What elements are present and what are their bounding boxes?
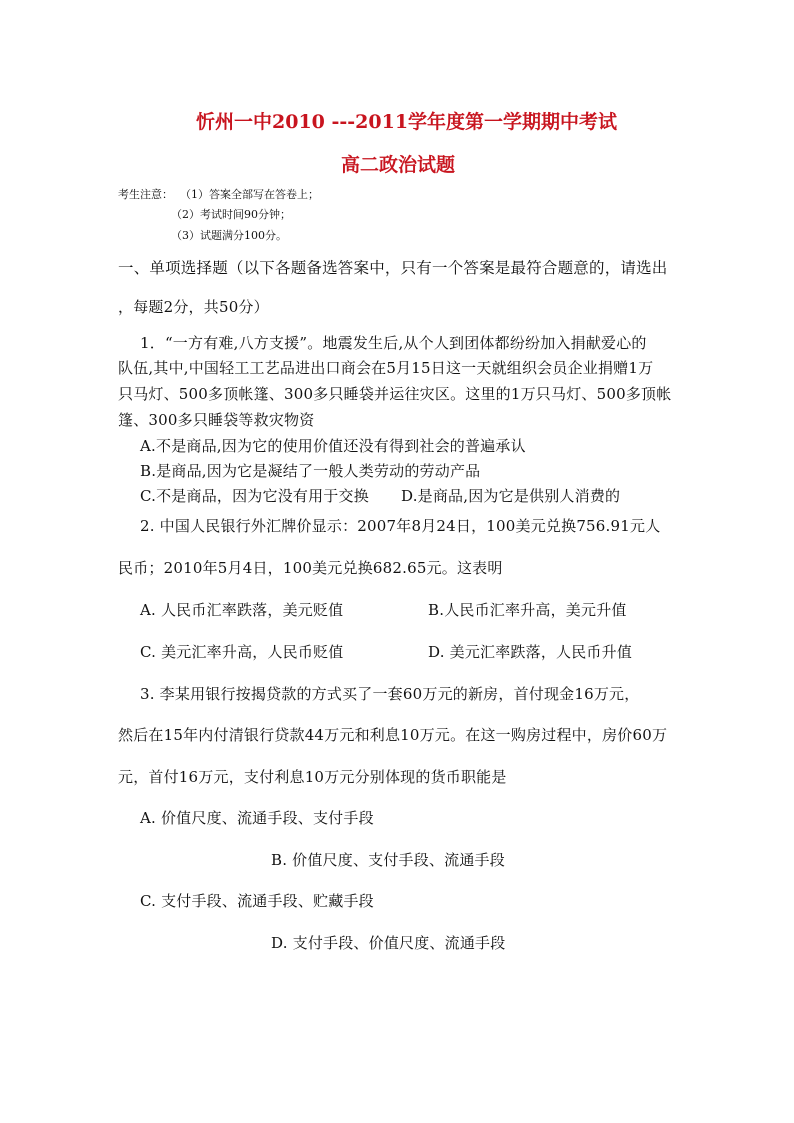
q1-stem-line4: 篷、300多只睡袋等救灾物资 (118, 411, 315, 429)
q3-option-b: B. 价值尺度、支付手段、流通手段 (271, 851, 505, 869)
note-item-2: （2）考试时间90分钟； (171, 208, 291, 221)
note-item-1: （1）答案全部写在答卷上； (180, 188, 319, 201)
q2-stem-line2: 民币；2010年5月4日，100美元兑换682.65元。这表明 (118, 559, 503, 577)
q3-stem-line1: 3. 李某用银行按揭贷款的方式买了一套60万元的新房，首付现金16万元， (140, 685, 640, 703)
section-heading-line2: ，每题2分，共50分） (118, 298, 269, 316)
q1-option-a: A.不是商品,因为它的使用价值还没有得到社会的普遍承认 (140, 437, 526, 455)
q3-option-c: C. 支付手段、流通手段、贮藏手段 (140, 892, 374, 910)
notes-label: 考生注意： (118, 188, 173, 201)
q1-option-b: B.是商品,因为它是凝结了一般人类劳动的劳动产品 (140, 462, 481, 480)
q1-option-c: C.不是商品，因为它没有用于交换 (140, 487, 369, 505)
q2-option-d: D. 美元汇率跌落，人民币升值 (428, 643, 633, 661)
q3-option-d: D. 支付手段、价值尺度、流通手段 (271, 934, 506, 952)
note-item-3: （3）试题满分100分。 (171, 229, 287, 242)
section-heading-line1: 一、单项选择题（以下各题备选答案中，只有一个答案是最符合题意的，请选出 (118, 259, 668, 277)
q2-option-b: B.人民币汇率升高，美元升值 (428, 601, 627, 619)
q1-stem-line3: 只马灯、500多顶帐篷、300多只睡袋并运往灾区。这里的1万只马灯、500多顶帐 (118, 385, 672, 403)
exam-subtitle: 高二政治试题 (341, 154, 456, 176)
q3-option-a: A. 价值尺度、流通手段、支付手段 (140, 809, 374, 827)
q2-option-c: C. 美元汇率升高，人民币贬值 (140, 643, 344, 661)
q2-option-a: A. 人民币汇率跌落，美元贬值 (140, 601, 344, 619)
q3-stem-line3: 元，首付16万元，支付利息10万元分别体现的货币职能是 (118, 768, 507, 786)
q3-stem-line2: 然后在15年内付清银行贷款44万元和利息10万元。在这一购房过程中，房价60万 (118, 726, 668, 744)
q2-stem-line1: 2. 中国人民银行外汇牌价显示：2007年8月24日，100美元兑换756.91元人 (140, 517, 661, 535)
q1-stem-line1: 1．“一方有难,八方支援”。地震发生后,从个人到团体都纷纷加入捐献爱心的 (140, 334, 647, 352)
exam-title: 忻州一中2010 ---2011学年度第一学期期中考试 (196, 111, 618, 133)
q1-stem-line2: 队伍,其中,中国轻工工艺品进出口商会在5月15日这一天就组织会员企业捐赠1万 (118, 359, 654, 377)
q1-option-d: D.是商品,因为它是供别人消费的 (401, 487, 621, 505)
